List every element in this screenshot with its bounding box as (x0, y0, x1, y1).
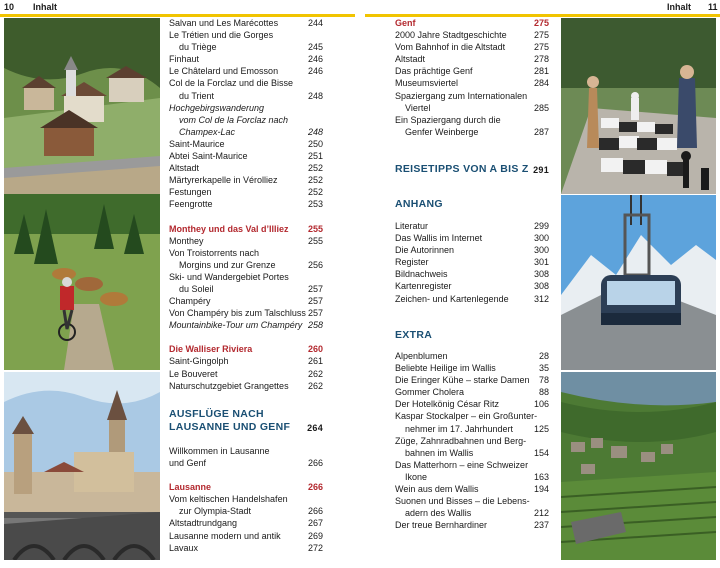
toc-entry-title: Le Châtelard und Emosson (169, 66, 279, 77)
toc-entry-title: Naturschutzgebiet Grangettes (169, 380, 289, 391)
toc-entry[interactable] (169, 150, 323, 162)
left-header-title: Inhalt (33, 2, 57, 12)
toc-entry-title: Monthey und das Val d’Illiez (169, 223, 289, 234)
toc-entry[interactable] (169, 445, 323, 457)
toc-entry-title: Suonen und Bisses – die Lebens- (395, 496, 530, 507)
toc-entry-title: du Soleil (179, 283, 214, 294)
toc-entry-page: 246 (307, 54, 323, 65)
right-toc-column (395, 17, 549, 138)
toc-entry[interactable] (169, 380, 323, 392)
toc-entry[interactable] (169, 355, 323, 367)
toc-entry-page: 300 (533, 233, 549, 244)
toc-entry-page: 285 (533, 102, 549, 113)
toc-entry-page: 275 (533, 42, 549, 53)
toc-section-heading[interactable] (169, 343, 323, 355)
reisetipps-heading (395, 162, 549, 176)
toc-entry-title: Lavaux (169, 542, 199, 553)
toc-entry-page: 278 (533, 54, 549, 65)
toc-entry-title: Abtei Saint-Maurice (169, 151, 248, 162)
toc-entry-title: Mountainbike-Tour um Champéry (169, 320, 303, 331)
ausfluege-title-line2: LAUSANNE UND GENF (169, 421, 291, 433)
toc-entry[interactable] (395, 495, 549, 507)
toc-entry[interactable] (395, 268, 549, 280)
toc-entry-title: Col de la Forclaz und die Bisse (169, 78, 294, 89)
toc-entry-page: 88 (538, 387, 549, 398)
toc-entry-title: Vom Bahnhof in die Altstadt (395, 42, 506, 53)
toc-entry-title: Das Wallis im Internet (395, 233, 483, 244)
toc-entry[interactable] (169, 493, 323, 505)
toc-entry-page: 275 (533, 30, 549, 41)
ausfluege-heading (169, 408, 323, 434)
toc-entry[interactable] (395, 471, 549, 483)
toc-entry-page: 301 (533, 257, 549, 268)
toc-entry-page: 281 (533, 66, 549, 77)
photo-mountain-biker (4, 194, 160, 370)
toc-entry-page: 261 (307, 356, 323, 367)
toc-entry-page: 308 (533, 281, 549, 292)
toc-section-heading[interactable] (169, 481, 323, 493)
toc-entry-title: Wein aus dem Wallis (395, 484, 479, 495)
left-toc-column-2 (169, 445, 323, 554)
toc-entry-page: 125 (533, 423, 549, 434)
toc-entry-title: adern des Wallis (405, 508, 472, 519)
toc-entry-page: 284 (533, 78, 549, 89)
toc-entry[interactable] (395, 232, 549, 244)
toc-entry-page: 250 (307, 138, 323, 149)
toc-entry-title: bahnen im Wallis (405, 447, 474, 458)
toc-entry-page: 106 (533, 399, 549, 410)
toc-entry[interactable] (395, 410, 549, 422)
ausfluege-title-line1: AUSFLÜGE NACH (169, 408, 264, 420)
toc-entry[interactable] (169, 162, 323, 174)
toc-entry[interactable] (395, 41, 549, 53)
toc-entry-title: Zeichen- und Kartenlegende (395, 293, 509, 304)
toc-entry-title: Der Hotelkönig César Ritz (395, 399, 500, 410)
toc-entry-title: Finhaut (169, 54, 200, 65)
toc-entry-page: 256 (307, 259, 323, 270)
anhang-title: ANHANG (395, 198, 443, 210)
toc-entry-title: Gommer Cholera (395, 387, 465, 398)
toc-entry-title: Ikone (405, 471, 428, 482)
toc-entry-page: 257 (307, 283, 323, 294)
toc-entry[interactable] (395, 386, 549, 398)
toc-entry-page: 266 (307, 482, 323, 493)
toc-entry-page: 262 (307, 368, 323, 379)
toc-entry[interactable] (169, 174, 323, 186)
toc-entry[interactable] (169, 368, 323, 380)
extra-list (395, 350, 549, 531)
toc-entry[interactable] (169, 505, 323, 517)
photo-cable-car (561, 195, 716, 370)
toc-entry[interactable] (169, 114, 323, 126)
toc-entry-title: Märtyrerkapelle in Vérolliez (169, 175, 278, 186)
toc-entry-title: Bildnachweis (395, 269, 448, 280)
toc-entry-title: Altstadt (169, 163, 200, 174)
toc-entry[interactable] (169, 457, 323, 469)
right-page-number: 11 (708, 2, 718, 12)
toc-entry[interactable] (395, 362, 549, 374)
toc-entry-page: 308 (533, 269, 549, 280)
toc-entry-page: 299 (533, 221, 549, 231)
toc-entry[interactable] (395, 435, 549, 447)
toc-entry[interactable] (169, 198, 323, 210)
toc-entry[interactable] (169, 53, 323, 65)
toc-entry[interactable] (395, 447, 549, 459)
toc-entry-title: Hochgebirgswanderung (169, 102, 265, 113)
toc-entry-page: 272 (307, 542, 323, 553)
toc-entry-title: Das Matterhorn – eine Schweizer (395, 459, 529, 470)
toc-entry[interactable] (169, 307, 323, 319)
toc-entry[interactable] (395, 53, 549, 65)
toc-entry-page: 237 (533, 520, 549, 531)
toc-entry-title: Die Eringer Kühe – starke Damen (395, 375, 530, 386)
toc-entry-page: 312 (533, 293, 549, 304)
toc-entry-page: 78 (538, 375, 549, 386)
toc-spacer (169, 211, 323, 223)
toc-entry-page: 262 (307, 380, 323, 391)
toc-entry[interactable] (169, 319, 323, 331)
toc-entry[interactable] (169, 29, 323, 41)
toc-entry-title: Feengrotte (169, 199, 213, 210)
toc-entry-title: und Genf (169, 458, 207, 469)
toc-entry[interactable] (169, 247, 323, 259)
toc-entry-page: 252 (307, 187, 323, 198)
toc-entry-page: 257 (307, 308, 323, 319)
toc-entry-page: 35 (538, 363, 549, 374)
toc-entry-title: Salvan und Les Marécottes (169, 18, 279, 28)
toc-entry-title: Vom keltischen Handelshafen (169, 494, 288, 505)
toc-entry[interactable] (395, 126, 549, 138)
toc-entry-title: Literatur (395, 221, 429, 231)
toc-entry-title: Genf (395, 18, 416, 28)
toc-entry-title: Altstadt (395, 54, 426, 65)
toc-entry-page: 163 (533, 471, 549, 482)
toc-entry[interactable] (395, 65, 549, 77)
photo-lausanne-cathedral (4, 372, 160, 560)
toc-entry[interactable] (169, 283, 323, 295)
toc-entry[interactable] (395, 220, 549, 232)
left-page-header (0, 0, 355, 14)
extra-title: EXTRA (395, 329, 433, 341)
toc-entry[interactable] (395, 244, 549, 256)
toc-spacer (169, 469, 323, 481)
toc-entry[interactable] (169, 542, 323, 554)
toc-entry[interactable] (395, 483, 549, 495)
toc-entry-page: 252 (307, 175, 323, 186)
toc-entry-title: Alpenblumen (395, 351, 448, 361)
toc-entry[interactable] (169, 235, 323, 247)
toc-entry-page: 28 (538, 351, 549, 361)
extra-heading (395, 328, 549, 342)
toc-entry-title: Ski- und Wandergebiet Portes (169, 271, 289, 282)
toc-entry-title: Spaziergang zum Internationalen (395, 90, 528, 101)
left-page-number: 10 (4, 2, 15, 12)
toc-entry-page: 244 (307, 18, 323, 28)
photo-mountain-village (4, 18, 160, 194)
toc-entry[interactable] (169, 77, 323, 89)
toc-entry-title: Willkommen in Lausanne (169, 446, 270, 456)
toc-entry-page: 212 (533, 508, 549, 519)
photo-vineyards (561, 372, 716, 560)
toc-entry[interactable] (395, 519, 549, 531)
left-toc-column (169, 17, 323, 392)
toc-entry[interactable] (169, 90, 323, 102)
toc-entry-title: Genfer Weinberge (405, 126, 479, 137)
toc-entry-page: 266 (307, 458, 323, 469)
toc-entry[interactable] (395, 398, 549, 410)
toc-entry-title: Saint-Maurice (169, 138, 225, 149)
toc-entry[interactable] (395, 90, 549, 102)
toc-entry-page: 253 (307, 199, 323, 210)
toc-entry[interactable] (395, 293, 549, 305)
toc-entry[interactable] (169, 517, 323, 529)
toc-entry-title: Champex-Lac (179, 126, 236, 137)
toc-entry-title: Register (395, 257, 429, 268)
toc-entry-page: 245 (307, 42, 323, 53)
toc-entry-page: 154 (533, 447, 549, 458)
toc-entry-page: 257 (307, 296, 323, 307)
toc-entry[interactable] (395, 423, 549, 435)
anhang-list (395, 220, 549, 305)
toc-entry-page: 267 (307, 518, 323, 529)
toc-entry[interactable] (395, 77, 549, 89)
toc-entry-page: 252 (307, 163, 323, 174)
toc-entry-page: 260 (307, 344, 323, 355)
toc-entry[interactable] (395, 507, 549, 519)
toc-entry-title: Altstadtrundgang (169, 518, 238, 529)
toc-entry[interactable] (169, 41, 323, 53)
reisetipps-title: REISETIPPS VON A BIS Z (395, 163, 529, 175)
toc-entry-title: Le Bouveret (169, 368, 218, 379)
toc-entry-page: 287 (533, 126, 549, 137)
toc-entry-page: 246 (307, 66, 323, 77)
toc-entry-title: Champéry (169, 296, 211, 307)
toc-entry[interactable] (169, 186, 323, 198)
toc-entry[interactable] (169, 259, 323, 271)
reisetipps-page: 291 (533, 165, 549, 175)
toc-entry[interactable] (395, 29, 549, 41)
toc-entry-title: zur Olympia-Stadt (179, 506, 252, 517)
toc-entry-title: Monthey (169, 235, 204, 246)
anhang-heading (395, 197, 549, 211)
toc-entry[interactable] (169, 126, 323, 138)
toc-entry-title: Das prächtige Genf (395, 66, 473, 77)
toc-entry-title: vom Col de la Forclaz nach (179, 114, 289, 125)
toc-entry-title: Festungen (169, 187, 212, 198)
right-page-header (365, 0, 720, 14)
toc-entry-title: Ein Spaziergang durch die (395, 114, 501, 125)
toc-entry[interactable] (395, 102, 549, 114)
toc-entry-page: 258 (307, 320, 323, 331)
toc-entry-title: Beliebte Heilige im Wallis (395, 363, 496, 374)
toc-entry[interactable] (395, 459, 549, 471)
toc-entry-page: 266 (307, 506, 323, 517)
toc-entry[interactable] (169, 295, 323, 307)
toc-entry[interactable] (169, 17, 323, 29)
toc-entry-title: nehmer im 17. Jahrhundert (405, 423, 514, 434)
toc-entry-page: 275 (533, 18, 549, 28)
toc-entry-page: 194 (533, 484, 549, 495)
toc-entry-page: 248 (307, 90, 323, 101)
toc-entry-title: du Trient (179, 90, 215, 101)
toc-entry[interactable] (169, 530, 323, 542)
toc-entry-title: Lausanne (169, 482, 212, 493)
photo-giant-chess (561, 18, 716, 194)
toc-entry[interactable] (395, 280, 549, 292)
toc-entry-title: Die Autorinnen (395, 245, 455, 256)
toc-entry[interactable] (395, 350, 549, 362)
toc-entry-title: du Triège (179, 42, 217, 53)
toc-entry-page: 300 (533, 245, 549, 256)
toc-entry[interactable] (169, 138, 323, 150)
toc-entry-page: 255 (307, 223, 323, 234)
toc-entry-page: 251 (307, 151, 323, 162)
toc-entry-title: Museumsviertel (395, 78, 459, 89)
toc-entry-title: Züge, Zahnradbahnen und Berg- (395, 435, 527, 446)
toc-entry[interactable] (169, 102, 323, 114)
toc-entry-title: Von Champéry bis zum Talschluss (169, 308, 306, 319)
toc-section-heading[interactable] (169, 223, 323, 235)
toc-entry[interactable] (395, 256, 549, 268)
toc-entry[interactable] (169, 65, 323, 77)
toc-entry-title: Von Troistorrents nach (169, 247, 260, 258)
toc-entry-title: Le Trétien und die Gorges (169, 30, 274, 41)
toc-section-heading[interactable] (395, 17, 549, 29)
toc-entry-title: Kartenregister (395, 281, 452, 292)
toc-entry-title: Kaspar Stockalper – ein Großunter- (395, 411, 538, 422)
toc-entry-page: 248 (307, 126, 323, 137)
toc-entry-title: Die Walliser Riviera (169, 344, 253, 355)
right-header-title: Inhalt (667, 2, 691, 12)
toc-entry[interactable] (395, 114, 549, 126)
toc-entry[interactable] (395, 374, 549, 386)
toc-entry-title: Morgins und zur Grenze (179, 259, 276, 270)
toc-entry-page: 269 (307, 530, 323, 541)
ausfluege-page: 264 (307, 423, 323, 433)
toc-entry[interactable] (169, 271, 323, 283)
toc-entry-title: 2000 Jahre Stadtgeschichte (395, 30, 507, 41)
toc-entry-title: Saint-Gingolph (169, 356, 229, 367)
toc-entry-title: Lausanne modern und antik (169, 530, 281, 541)
toc-spacer (169, 331, 323, 343)
toc-entry-page: 255 (307, 235, 323, 246)
toc-entry-title: Viertel (405, 102, 431, 113)
toc-entry-title: Der treue Bernhardiner (395, 520, 488, 531)
